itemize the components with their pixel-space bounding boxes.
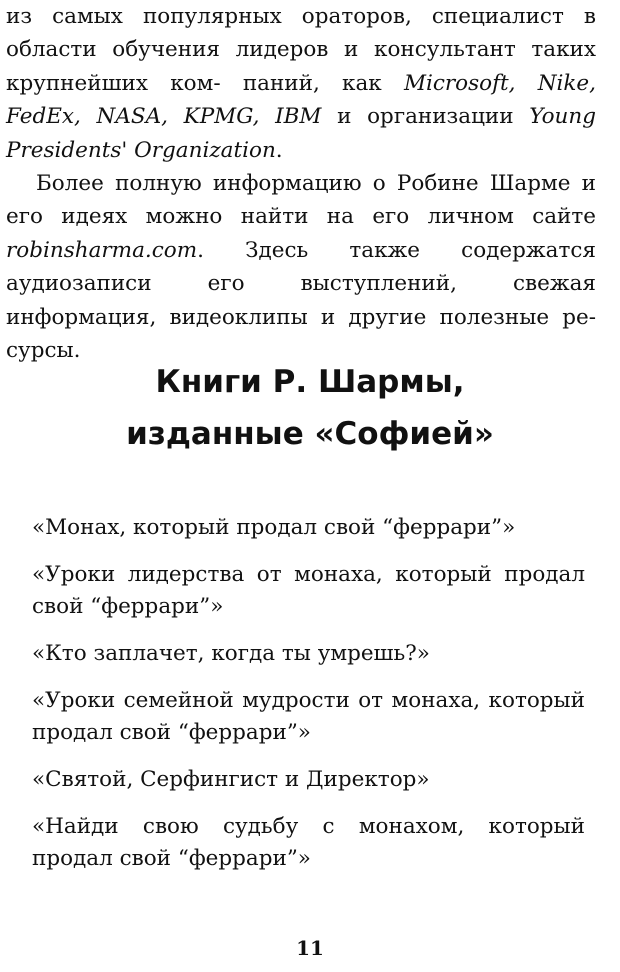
- book-title: «Найди свою судьбу с монахом, который продал свой “феррари”»: [32, 814, 585, 871]
- paragraph-1-line-3-prefix: паний, как: [242, 70, 404, 96]
- paragraph-1-line-2: обучения лидеров и консультант таких крупнейших ком-: [6, 37, 596, 96]
- page-number: 11: [296, 936, 324, 960]
- paragraph-2-text-after: . Здесь также содержатся аудиозаписи его выступлений, свежая информация, видеоклипы и другие полезные ре-сурсы.: [6, 237, 596, 364]
- book-title: «Кто заплачет, когда ты умрешь?»: [32, 641, 430, 666]
- paragraph-1-line-4-prefix: и организации: [337, 104, 530, 130]
- website-link[interactable]: robinsharma.com: [6, 237, 198, 263]
- paragraph-2-text-before: Более полную информацию о Робине Шарме и его идеях можно найти на его личном сайте: [6, 171, 596, 230]
- section-heading: [0, 356, 620, 460]
- body-text: [6, 0, 596, 367]
- heading-line-2: изданные «Софией»: [126, 416, 494, 452]
- book-title: «Святой, Серфингист и Директор»: [32, 767, 430, 792]
- company-list: Microsoft, Nike, FedEx, NASA, KPMG, IBM: [6, 70, 596, 130]
- paragraph-1-end: .: [275, 137, 283, 163]
- book-title: «Монах, который продал свой “феррари”»: [32, 515, 516, 540]
- paragraph-1-line-1: из самых популярных ораторов, специалист в области: [6, 4, 596, 63]
- book-title: «Уроки лидерства от монаха, который продал свой “феррари”»: [32, 562, 585, 619]
- paragraph-1: [6, 0, 596, 167]
- paragraph-2: [6, 167, 596, 367]
- book-list: [32, 512, 585, 890]
- heading-line-1: Книги Р. Шармы,: [155, 364, 465, 400]
- organization-name: Young Presidents' Organization: [6, 104, 596, 163]
- book-title: «Уроки семейной мудрости от монаха, который продал свой “феррари”»: [32, 688, 585, 745]
